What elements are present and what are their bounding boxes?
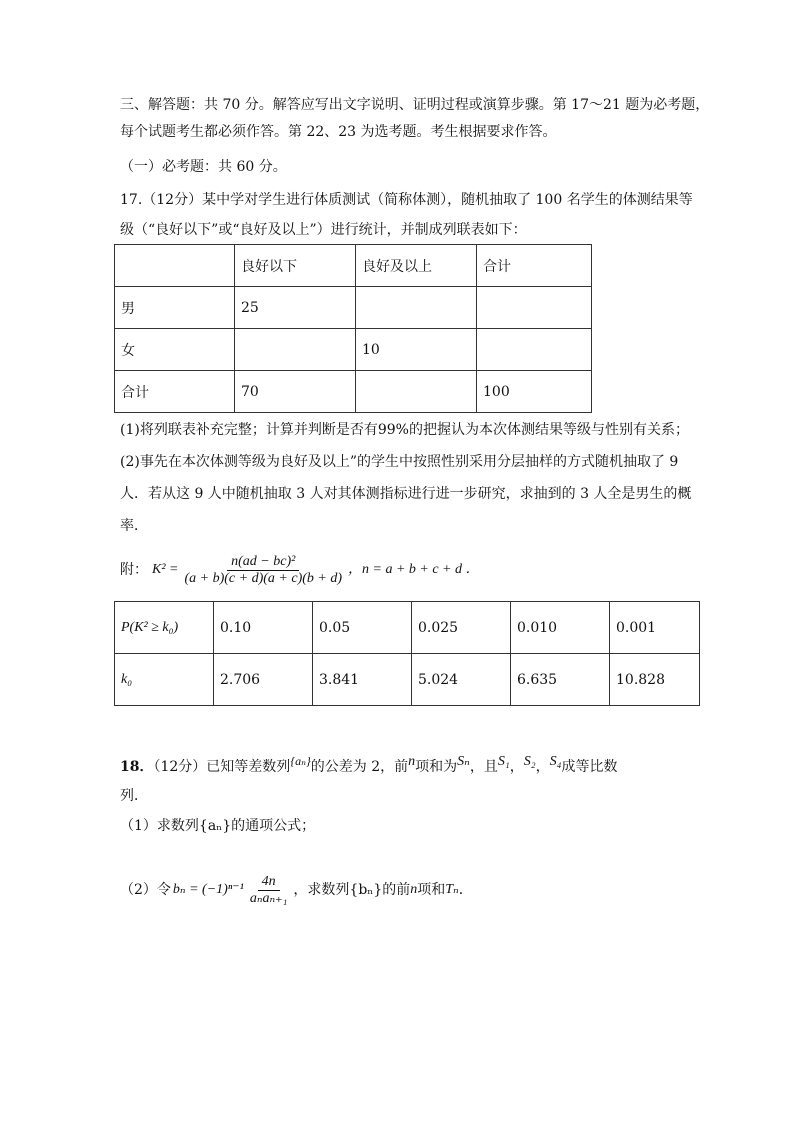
- table-cell: P(K² ≥ k₀): [115, 602, 214, 654]
- q18-S2: S₂: [523, 754, 536, 769]
- q18-part-2-label: （2）令: [120, 882, 171, 898]
- q18-text: （12分）已知等差数列: [153, 759, 291, 775]
- q18-bn-denominator: aₙaₙ₊₁: [249, 890, 288, 906]
- table-cell: 2.706: [214, 654, 313, 706]
- appendix-formula: [120, 550, 480, 590]
- q18-part-1: （1）求数列{aₙ}的通项公式；: [120, 818, 316, 834]
- table-cell: 女: [115, 329, 235, 371]
- table-header-cell: [115, 245, 235, 287]
- q18-part-2-n: n: [410, 882, 418, 897]
- q18-part-2-text: ．: [458, 882, 473, 898]
- q17-part-2-line-3: 率．: [120, 518, 148, 534]
- contingency-table: [114, 244, 592, 413]
- table-cell: 0.10: [214, 602, 313, 654]
- q18-text: 的公差为 2，前: [310, 759, 409, 775]
- table-cell: 0.05: [313, 602, 412, 654]
- table-row: [115, 602, 700, 654]
- critical-value-table: [114, 601, 700, 706]
- table-cell: [235, 329, 356, 371]
- q17-part-2-line-1: (2)事先在本次体测等级为良好及以上”的学生中按照性别采用分层抽样的方式随机抽取了 9: [120, 454, 679, 470]
- table-header-cell: 良好及以上: [356, 245, 477, 287]
- table-cell: [356, 371, 477, 413]
- q18-n: n: [408, 754, 416, 769]
- q18-part-2-text: ，求数列{bₙ}的前: [293, 882, 411, 898]
- table-cell: 10.828: [610, 654, 700, 706]
- formula-lhs: K² =: [152, 562, 179, 577]
- q18-sequence-an: {aₙ}: [290, 754, 311, 768]
- table-cell: 70: [235, 371, 356, 413]
- table-cell: 5.024: [412, 654, 511, 706]
- table-cell: [477, 329, 592, 371]
- table-cell: [356, 287, 477, 329]
- section-heading: 三、解答题：共 70 分。解答应写出文字说明、证明过程或演算步骤。第 17～21 题为必考题，: [120, 97, 710, 113]
- q18-part-2-text: 项和: [417, 882, 446, 898]
- q18-text: ，: [509, 759, 524, 775]
- q18-stem-line-1: [120, 754, 618, 778]
- q17-stem-line-1: 17.（12分）某中学对学生进行体质测试（简称体测），随机抽取了 100 名学生的体测结果等: [120, 192, 693, 208]
- q18-Tn: Tₙ: [445, 882, 459, 897]
- table-cell: 0.025: [412, 602, 511, 654]
- section-heading-cont: 每个试题考生都必须作答。第 22、23 为选考题。考生根据要求作答。: [120, 124, 557, 140]
- q18-bn-fraction: [246, 874, 292, 907]
- section-subheading: （一）必考题：共 60 分。: [120, 159, 287, 175]
- table-row: [115, 287, 592, 329]
- table-header-cell: 良好以下: [235, 245, 356, 287]
- table-cell: 0.010: [511, 602, 610, 654]
- q18-S1: S₁: [497, 754, 510, 769]
- q18-part-2: [120, 870, 473, 910]
- q18-text: ，且: [469, 759, 498, 775]
- table-header-cell: 合计: [477, 245, 592, 287]
- q18-S4: S₄: [549, 754, 562, 769]
- formula-n-definition: ，n = a + b + c + d ．: [348, 562, 480, 577]
- table-cell: 合计: [115, 371, 235, 413]
- table-row: [115, 329, 592, 371]
- q17-stem-line-2: 级（“良好以下”或“良好及以上”）进行统计，并制成列联表如下：: [120, 222, 527, 238]
- table-cell: 3.841: [313, 654, 412, 706]
- table-cell: 6.635: [511, 654, 610, 706]
- table-cell: 0.001: [610, 602, 700, 654]
- table-cell: 10: [356, 329, 477, 371]
- table-cell: [477, 287, 592, 329]
- table-cell: 男: [115, 287, 235, 329]
- q17-part-1: (1)将列联表补充完整；计算并判断是否有99%的把握认为本次体测结果等级与性别有关系；: [120, 422, 689, 438]
- appendix-label: 附：: [120, 562, 148, 578]
- formula-denominator: (a + b)(c + d)(a + c)(b + d): [184, 570, 342, 586]
- table-cell: 25: [235, 287, 356, 329]
- table-row: [115, 654, 700, 706]
- table-cell: 100: [477, 371, 592, 413]
- q18-text: 成等比数: [561, 759, 618, 775]
- q18-Sn: Sₙ: [457, 754, 470, 769]
- table-cell: k₀: [115, 654, 214, 706]
- q18-stem-line-2: 列．: [120, 788, 148, 804]
- q18-text: ，: [535, 759, 550, 775]
- formula-fraction: [180, 554, 346, 587]
- q18-bn-formula: bₙ = (−1)ⁿ⁻¹: [172, 882, 244, 897]
- q17-part-2-line-2: 人．若从这 9 人中随机抽取 3 人对其体测指标进行进一步研究，求抽到的 3 人全是男生的概: [120, 486, 692, 502]
- q18-bn-numerator: 4n: [258, 874, 280, 891]
- formula-numerator: n(ad − bc)²: [227, 554, 299, 571]
- q18-number: 18．: [120, 759, 154, 775]
- table-row: [115, 371, 592, 413]
- q18-text: 项和为: [415, 759, 458, 775]
